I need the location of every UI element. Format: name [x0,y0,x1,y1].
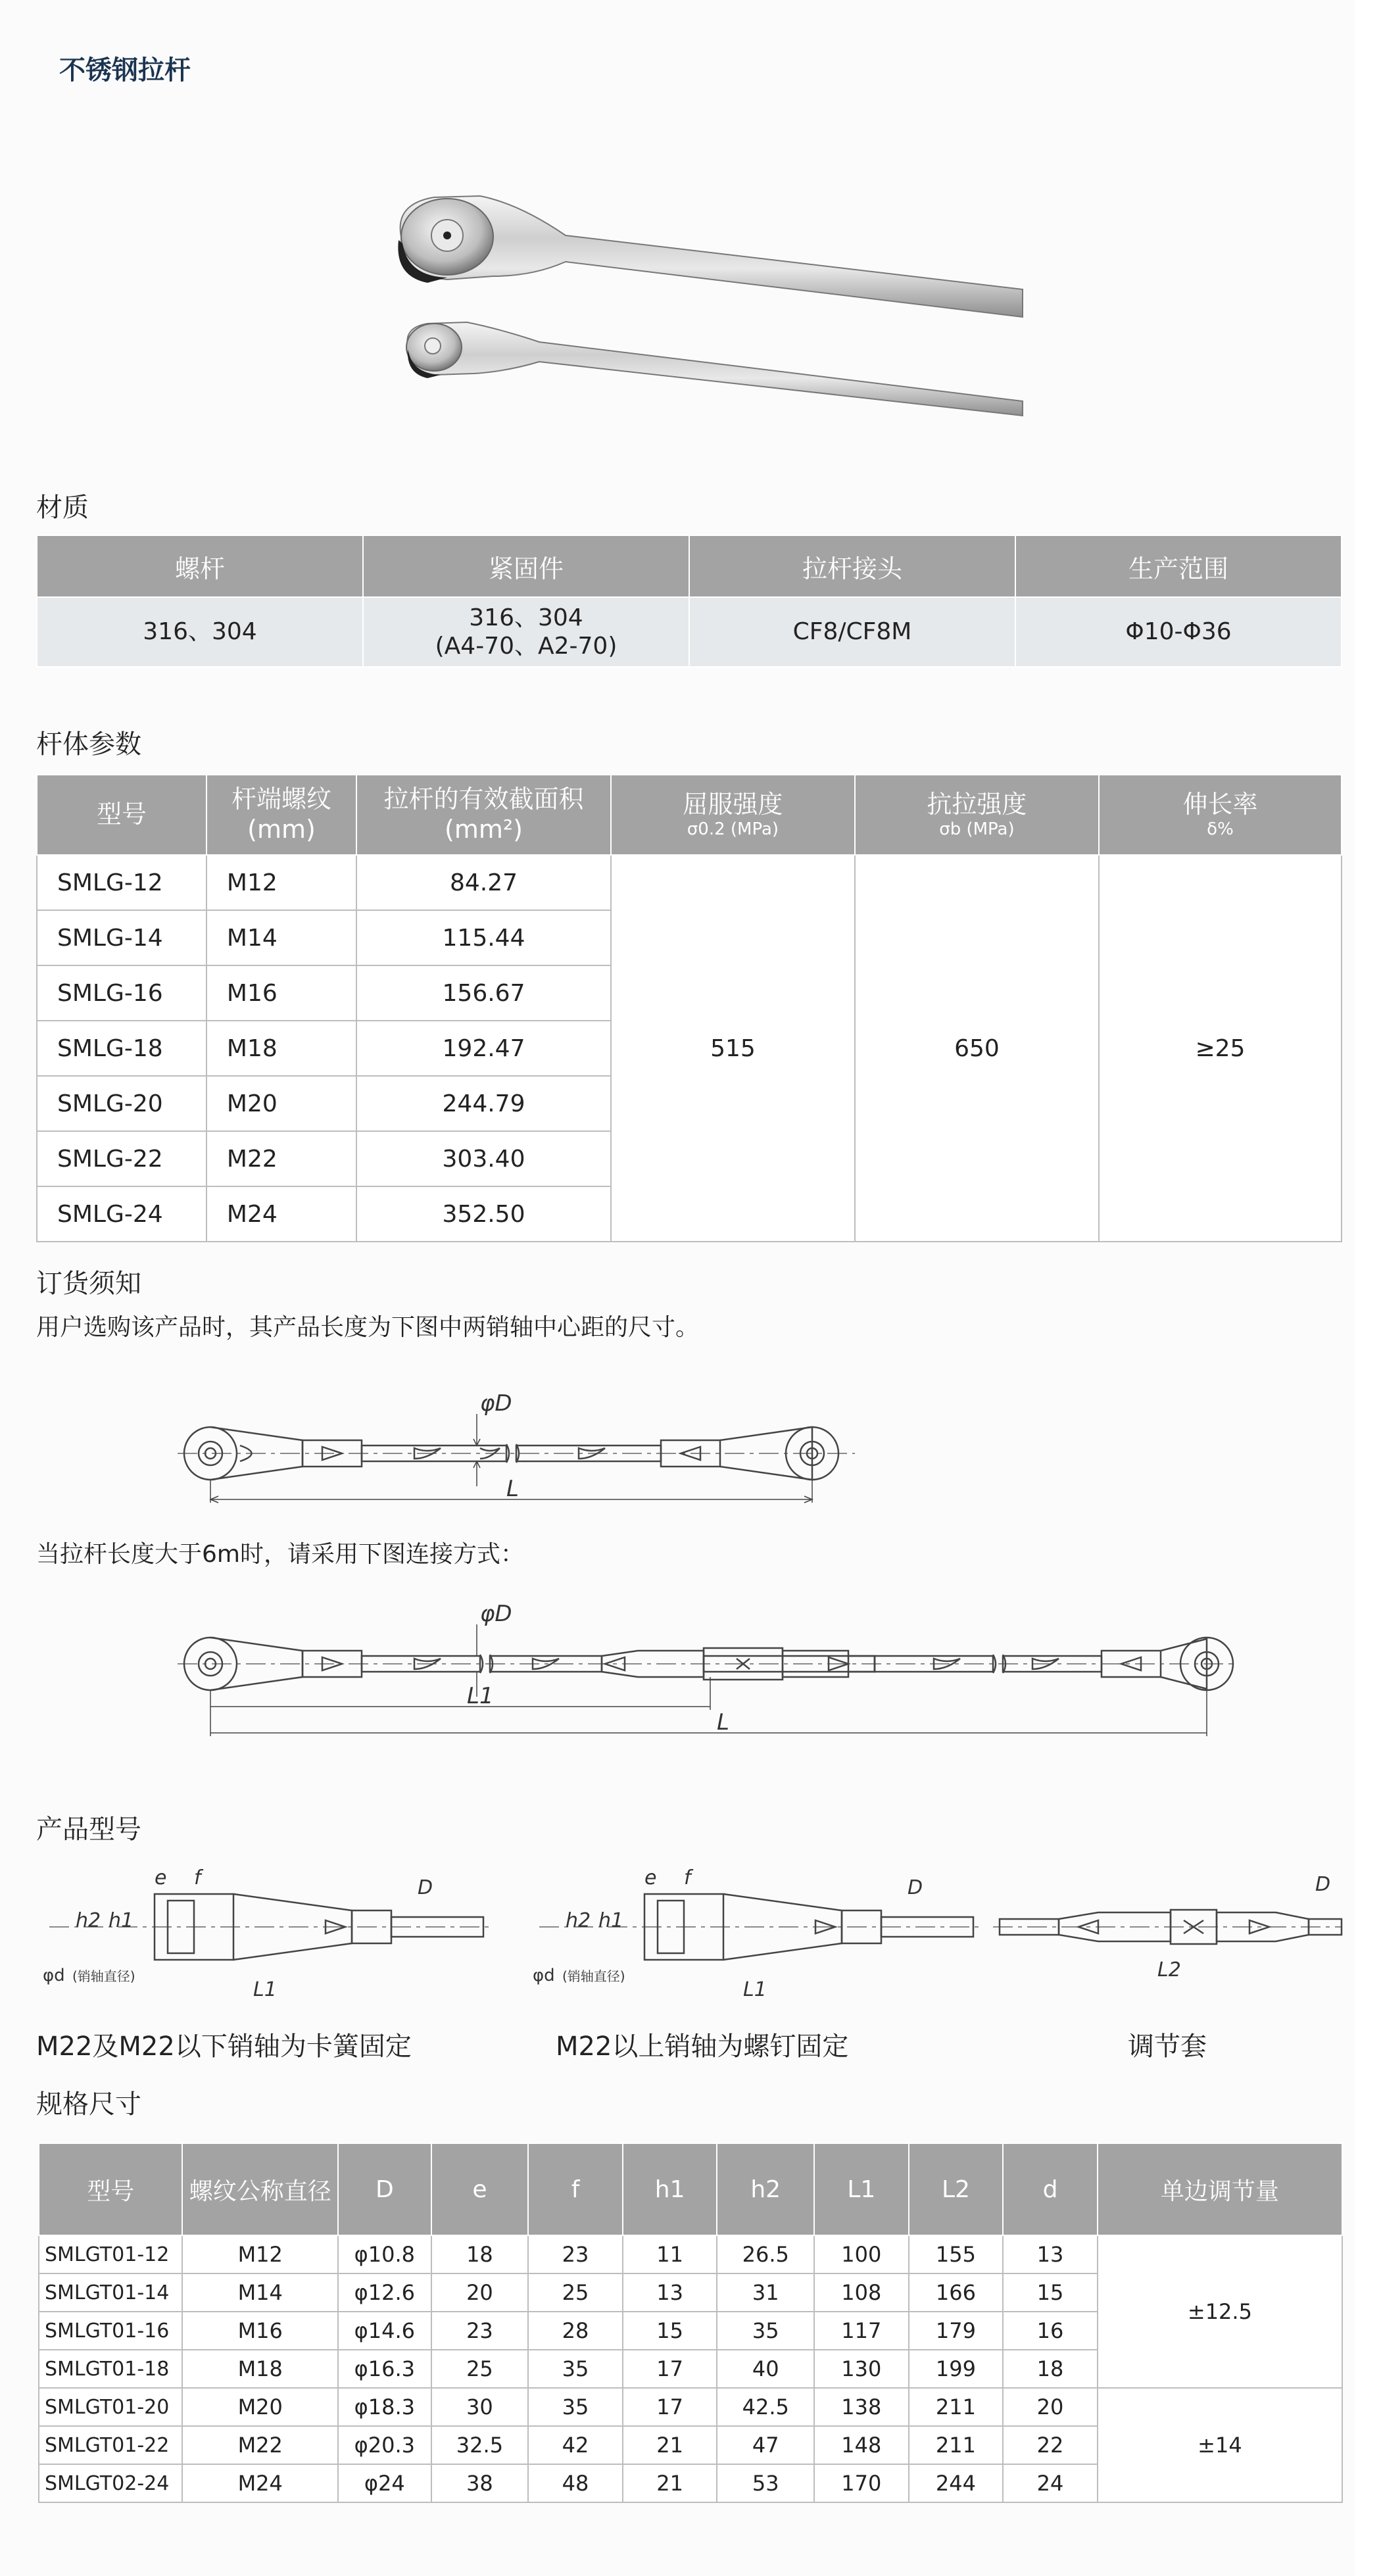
cell-h2: 31 [717,2273,814,2312]
cell-f: 48 [528,2464,623,2502]
cell-area: 352.50 [356,1186,611,1242]
cell-model: SMLGT01-18 [39,2350,182,2388]
cell-area: 303.40 [356,1131,611,1186]
cell-h2: 53 [717,2464,814,2502]
label-D-b: D [908,1876,923,1899]
cell-thread: M20 [182,2388,338,2426]
cell-D: φ14.6 [338,2312,431,2350]
col-thread-label: 杆端螺纹 [231,785,331,814]
cell-L1: 100 [814,2235,909,2273]
label-phid-b: φd [533,1966,555,1985]
section-model-heading: 产品型号 [36,1814,141,1845]
table-row [37,855,1342,910]
cell-elong: ≥25 [1099,855,1342,1242]
cell-L1: 138 [814,2388,909,2426]
cell-d: 20 [1003,2388,1098,2426]
long-rod-text: 当拉杆长度大于6m时，请采用下图连接方式： [36,1541,524,1568]
label-f: f [194,1866,201,1889]
cell-joint: CF8/CF8M [689,597,1015,667]
col-elong-unit: δ% [1207,819,1234,840]
col-f: f [528,2143,623,2235]
model-drawing-sleeve [986,1855,1348,2006]
cell-h2: 26.5 [717,2235,814,2273]
cell-range: Φ10-Φ36 [1015,597,1342,667]
section-material-heading: 材质 [36,493,89,523]
cell-e: 18 [431,2235,529,2273]
cell-thread: M22 [182,2426,338,2464]
cell-L2: 211 [909,2426,1004,2464]
cell-thread: M16 [206,965,356,1021]
col-area [356,775,611,855]
cell-adjust: ±14 [1098,2388,1342,2502]
label-L: L [506,1476,519,1502]
col-yield [611,775,855,855]
page-title: 不锈钢拉杆 [59,55,191,85]
cell-model: SMLG-20 [37,1076,206,1131]
label-L2: L2 [1157,1958,1181,1981]
cell-h1: 15 [623,2312,717,2350]
section-spec-heading: 规格尺寸 [36,2089,141,2120]
product-photo [388,178,1032,441]
col-elong [1099,775,1342,855]
cell-model: SMLG-12 [37,855,206,910]
spec-table [38,2143,1343,2503]
fastener-line1: 316、304 [469,604,583,631]
col-L2: L2 [909,2143,1004,2235]
col-fastener: 紧固件 [363,535,689,597]
col-thread [206,775,356,855]
cell-thread: M14 [182,2273,338,2312]
col-yield-label: 屈服强度 [683,789,783,819]
col-h1: h1 [623,2143,717,2235]
cell-thread: M18 [206,1021,356,1076]
table-row [39,2235,1342,2273]
col-d: d [1003,2143,1098,2235]
section-params-heading: 杆体参数 [36,729,141,760]
cell-f: 23 [528,2235,623,2273]
col-model: 型号 [37,775,206,855]
cell-thread: M14 [206,910,356,965]
cell-thread: M22 [206,1131,356,1186]
label-D: D [418,1876,433,1899]
col-model: 型号 [39,2143,182,2235]
cell-model: SMLG-16 [37,965,206,1021]
cell-model: SMLGT02-24 [39,2464,182,2502]
col-area-unit: (mm²) [445,815,523,844]
cell-e: 25 [431,2350,529,2388]
cell-D: φ16.3 [338,2350,431,2388]
caption-sleeve: 调节套 [1128,2031,1207,2062]
col-yield-unit: σ0.2 (MPa) [687,819,779,840]
col-adjust: 单边调节量 [1098,2143,1342,2235]
cell-h2: 35 [717,2312,814,2350]
material-table [36,535,1342,668]
cell-e: 20 [431,2273,529,2312]
cell-d: 13 [1003,2235,1098,2273]
cell-h1: 17 [623,2350,717,2388]
col-tensile [855,775,1099,855]
label-h1: h1 [109,1909,134,1932]
cell-h2: 47 [717,2426,814,2464]
cell-D: φ20.3 [338,2426,431,2464]
col-rod: 螺杆 [37,535,363,597]
label-pin-dia-b: (销轴直径) [562,1968,625,1984]
cell-L1: 130 [814,2350,909,2388]
label-L-2: L [717,1709,729,1736]
col-e: e [431,2143,529,2235]
cell-thread: M12 [182,2235,338,2273]
rod-drawing-long [164,1592,1256,1749]
cell-d: 18 [1003,2350,1098,2388]
rod-drawing-single [164,1381,888,1513]
label-L1-a: L1 [253,1978,277,2001]
table-row [39,2388,1342,2426]
cell-area: 192.47 [356,1021,611,1076]
cell-D: φ18.3 [338,2388,431,2426]
cell-f: 35 [528,2350,623,2388]
cell-L2: 244 [909,2464,1004,2502]
cell-model: SMLGT01-12 [39,2235,182,2273]
caption-circlip: M22及M22以下销轴为卡簧固定 [36,2031,412,2062]
table-row [37,597,1342,667]
cell-model: SMLGT01-14 [39,2273,182,2312]
cell-h1: 13 [623,2273,717,2312]
label-phid: φd [43,1966,65,1985]
cell-e: 23 [431,2312,529,2350]
section-ordering-heading: 订货须知 [36,1269,141,1299]
col-L1: L1 [814,2143,909,2235]
col-h2: h2 [717,2143,814,2235]
ordering-text: 用户选购该产品时，其产品长度为下图中两销轴中心距的尺寸。 [36,1314,700,1341]
cell-rod: 316、304 [37,597,363,667]
cell-f: 35 [528,2388,623,2426]
cell-d: 15 [1003,2273,1098,2312]
label-h2-b: h2 [566,1909,591,1932]
col-thread-unit: (mm) [247,815,316,844]
label-e-b: e [644,1866,657,1889]
params-table [36,774,1342,1242]
cell-model: SMLGT01-16 [39,2312,182,2350]
label-L1-b: L1 [743,1978,767,2001]
cell-e: 32.5 [431,2426,529,2464]
col-joint: 拉杆接头 [689,535,1015,597]
cell-L2: 166 [909,2273,1004,2312]
label-h1-b: h1 [598,1909,624,1932]
cell-area: 156.67 [356,965,611,1021]
label-L1: L1 [467,1683,494,1709]
cell-d: 24 [1003,2464,1098,2502]
cell-area: 244.79 [356,1076,611,1131]
cell-L1: 170 [814,2464,909,2502]
label-phiD: φD [480,1390,512,1417]
cell-model: SMLG-14 [37,910,206,965]
model-drawing-screw [526,1855,986,2006]
cell-h1: 17 [623,2388,717,2426]
col-thread: 螺纹公称直径 [182,2143,338,2235]
cell-thread: M16 [182,2312,338,2350]
cell-L2: 211 [909,2388,1004,2426]
cell-thread: M24 [206,1186,356,1242]
cell-h1: 21 [623,2426,717,2464]
label-f-b: f [684,1866,691,1889]
cell-e: 38 [431,2464,529,2502]
cell-thread: M12 [206,855,356,910]
cell-D: φ12.6 [338,2273,431,2312]
cell-area: 84.27 [356,855,611,910]
cell-model: SMLG-24 [37,1186,206,1242]
cell-L1: 117 [814,2312,909,2350]
cell-fastener [363,597,689,667]
col-tensile-label: 抗拉强度 [927,789,1027,819]
col-area-label: 拉杆的有效截面积 [383,785,584,814]
cell-thread: M18 [182,2350,338,2388]
cell-f: 25 [528,2273,623,2312]
cell-L1: 108 [814,2273,909,2312]
cell-h1: 21 [623,2464,717,2502]
cell-L2: 199 [909,2350,1004,2388]
cell-d: 22 [1003,2426,1098,2464]
cell-L2: 155 [909,2235,1004,2273]
cell-thread: M24 [182,2464,338,2502]
label-D-c: D [1315,1873,1331,1896]
cell-L1: 148 [814,2426,909,2464]
col-elong-label: 伸长率 [1182,789,1258,819]
cell-model: SMLG-18 [37,1021,206,1076]
cell-thread: M20 [206,1076,356,1131]
cell-D: φ10.8 [338,2235,431,2273]
caption-screw: M22以上销轴为螺钉固定 [556,2031,849,2062]
label-phiD-2: φD [480,1601,512,1627]
cell-e: 30 [431,2388,529,2426]
cell-h2: 42.5 [717,2388,814,2426]
cell-area: 115.44 [356,910,611,965]
cell-model: SMLG-22 [37,1131,206,1186]
cell-tensile: 650 [855,855,1099,1242]
model-drawing-circlip [36,1855,497,2006]
fastener-line2: (A4-70、A2-70) [435,633,618,660]
cell-h1: 11 [623,2235,717,2273]
cell-D: φ24 [338,2464,431,2502]
col-range: 生产范围 [1015,535,1342,597]
cell-f: 28 [528,2312,623,2350]
cell-model: SMLGT01-22 [39,2426,182,2464]
label-h2: h2 [76,1909,101,1932]
cell-model: SMLGT01-20 [39,2388,182,2426]
label-e: e [155,1866,167,1889]
cell-d: 16 [1003,2312,1098,2350]
cell-h2: 40 [717,2350,814,2388]
cell-L2: 179 [909,2312,1004,2350]
cell-yield: 515 [611,855,855,1242]
col-tensile-unit: σb (MPa) [939,819,1015,840]
cell-f: 42 [528,2426,623,2464]
cell-adjust: ±12.5 [1098,2235,1342,2388]
col-D: D [338,2143,431,2235]
label-pin-dia: (销轴直径) [72,1968,135,1984]
